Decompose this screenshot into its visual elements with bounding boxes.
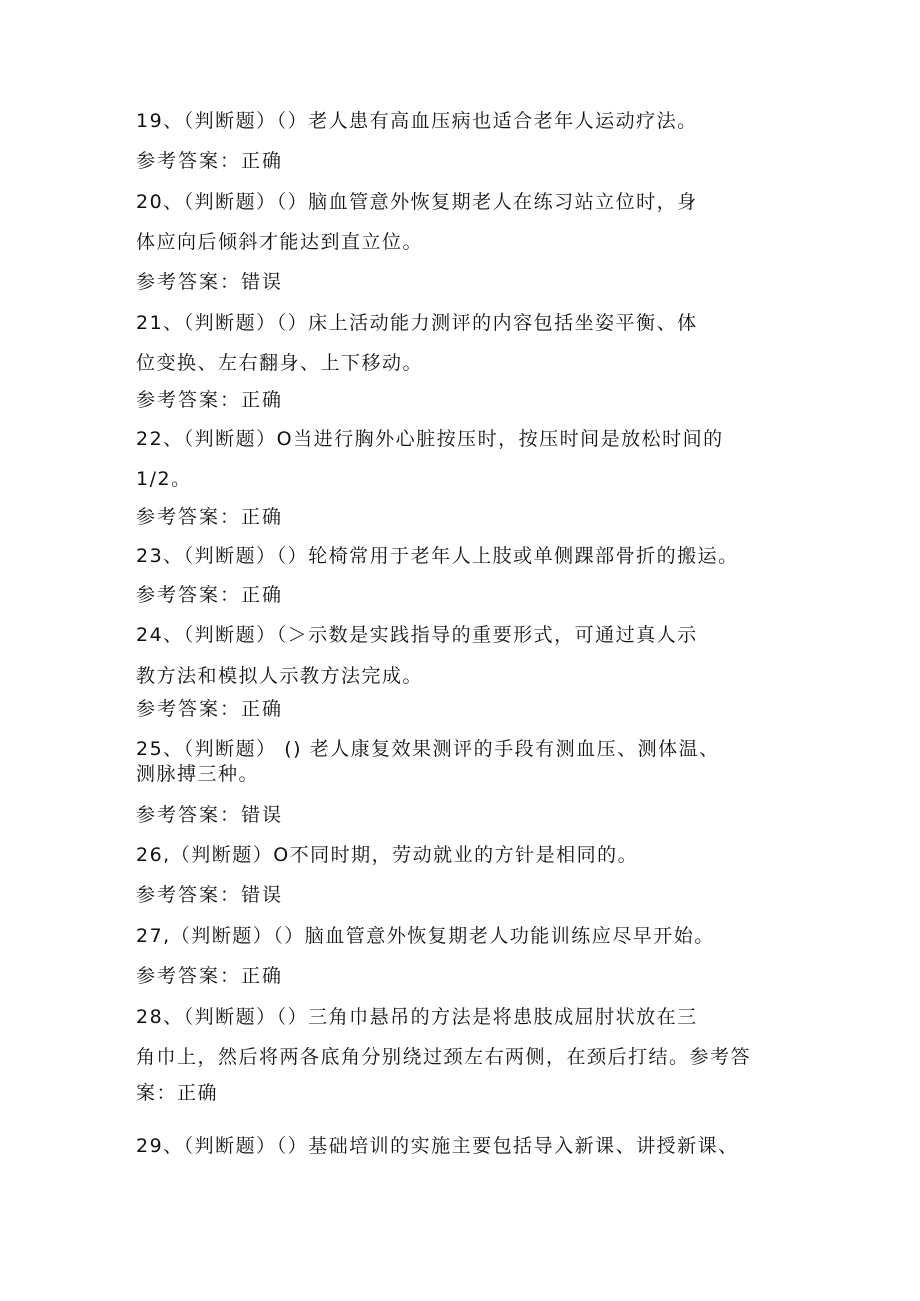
question-24-line-1: 24、（判断题）（＞示数是实践指导的重要形式，可通过真人示 [136,624,698,646]
question-19-line-1: 19、（判断题）（）老人患有高血压病也适合老年人运动疗法。 [136,110,698,132]
question-28-line-1: 28、（判断题）（）三角巾悬吊的方法是将患肢成屈肘状放在三 [136,1006,698,1028]
answer-19: 参考答案：正确 [136,150,284,172]
question-21-line-1: 21、（判断题）（）床上活动能力测评的内容包括坐姿平衡、体 [136,312,698,334]
answer-27: 参考答案：正确 [136,965,284,987]
question-27-line-1: 27,（判断题）（）脑血管意外恢复期老人功能训练应尽早开始。 [136,925,715,947]
question-25-line-2: 测脉搏三种。 [136,763,260,785]
answer-22: 参考答案：正确 [136,506,284,528]
question-20-line-2: 体应向后倾斜才能达到直立位。 [136,231,424,253]
question-24-line-2: 教方法和模拟人示教方法完成。 [136,665,424,687]
question-22-line-1: 22、（判断题）O当进行胸外心脏按压时，按压时间是放松时间的 [136,428,724,450]
question-23-line-1: 23、（判断题）（）轮椅常用于老年人上肢或单侧踝部骨折的搬运。 [136,545,739,567]
answer-23: 参考答案：正确 [136,584,284,606]
answer-26: 参考答案：错误 [136,884,284,906]
answer-25: 参考答案：错误 [136,804,284,826]
question-28-line-2: 角巾上，然后将两各底角分别绕过颈左右两侧，在颈后打结。参考答 [136,1046,752,1068]
answer-20: 参考答案：错误 [136,271,284,293]
question-25-line-1: 25、（判断题） () 老人康复效果测评的手段有测血压、测体温、 [136,738,720,760]
question-22-line-2: 1/2。 [136,468,192,490]
answer-21: 参考答案：正确 [136,389,284,411]
question-26-line-1: 26,（判断题）O不同时期，劳动就业的方针是相同的。 [136,844,639,866]
question-21-line-2: 位变换、左右翻身、上下移动。 [136,352,424,374]
question-29-line-1: 29、（判断题）（）基础培训的实施主要包括导入新课、讲授新课、 [136,1135,739,1157]
question-20-line-1: 20、（判断题）（）脑血管意外恢复期老人在练习站立位时，身 [136,191,698,213]
answer-24: 参考答案：正确 [136,698,284,720]
question-28-line-3: 案：正确 [136,1082,219,1104]
